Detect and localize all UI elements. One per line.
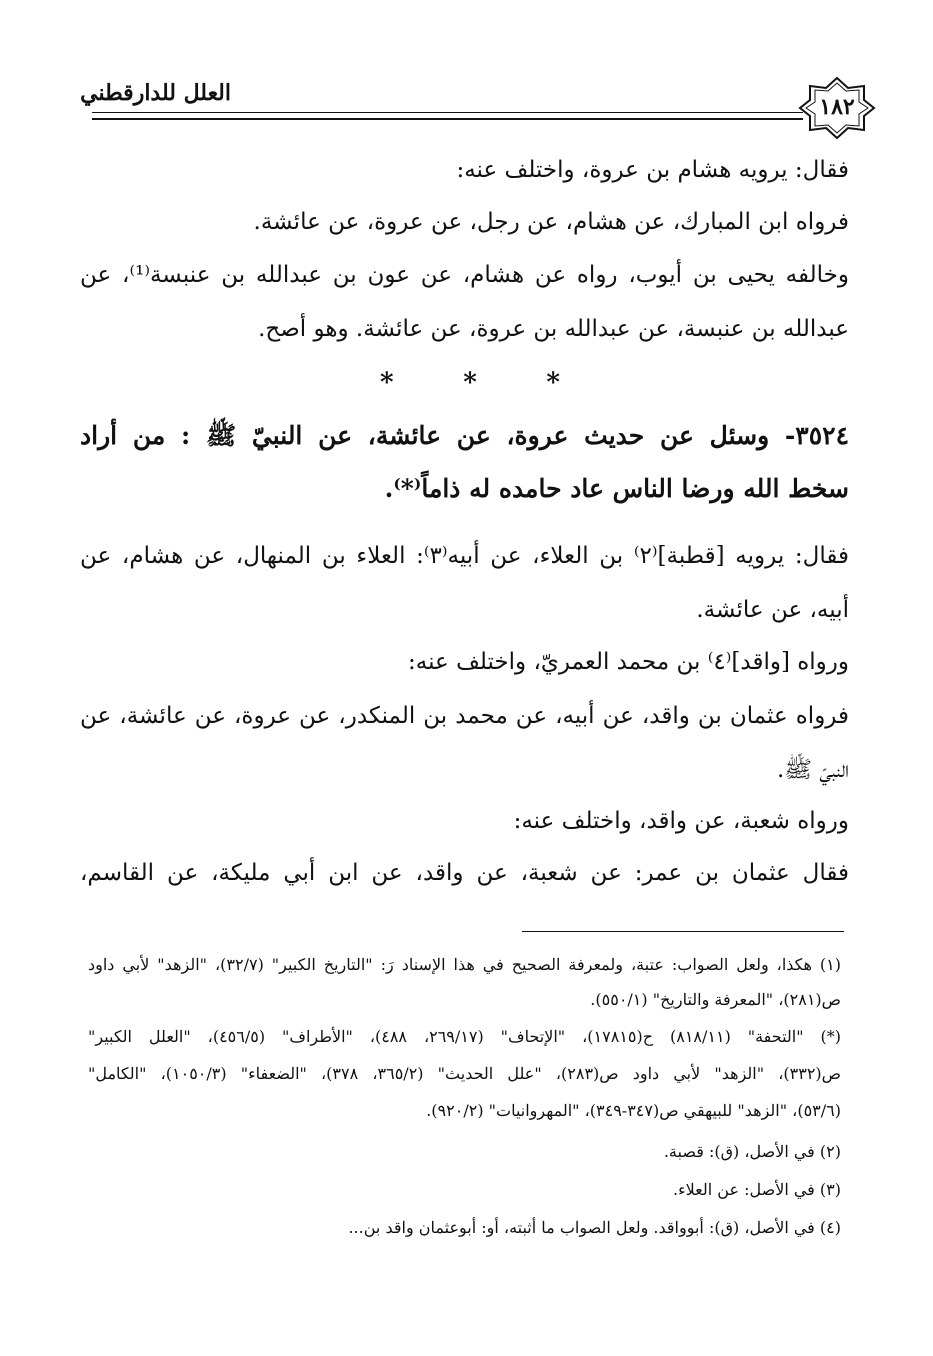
text-line: فقال: يرويه [قطبة]⁽٢⁾ بن العلاء، عن أبيه⁽٣⁾: العلاء بن المنهال، عن هشام، عن (80, 543, 849, 569)
separator-star: * (546, 368, 560, 398)
page-number-badge (798, 76, 876, 140)
text-line: عبدالله بن عنبسة، عن عبدالله بن عروة، عن عائشة. وهو أصح. (258, 316, 849, 342)
text-line: فرواه ابن المبارك، عن هشام، عن رجل، عن عروة، عن عائشة. (253, 209, 849, 235)
footnote-rule (522, 931, 844, 932)
footnote-line: (١) هكذا، ولعل الصواب: عتبة، ولمعرفة الصحيح في هذا الإسناد رَ: "التاريخ الكبير" (٣٢/٧)، "الزهد" لأبي داود (88, 955, 842, 974)
running-title: العلل للدارقطني (80, 80, 231, 106)
footnote-line: (٣) في الأصل: عن العلاء. (673, 1180, 841, 1199)
text-line: فقال عثمان بن عمر: عن شعبة، عن واقد، عن ابن أبي مليكة، عن القاسم، (80, 860, 849, 886)
section-separator (380, 368, 560, 398)
footnote-line: (٤) في الأصل، (ق): أبوواقد. ولعل الصواب ما أثبته، أو: أبوعثمان واقد بن... (348, 1218, 841, 1237)
header-rule (92, 112, 803, 113)
separator-star: * (380, 368, 394, 398)
text-line: فرواه عثمان بن واقد، عن أبيه، عن محمد بن المنكدر، عن عروة، عن عائشة، عن (80, 703, 849, 729)
text-line: فقال: يرويه هشام بن عروة، واختلف عنه: (456, 157, 849, 183)
text-line: ورواه [واقد]⁽٤⁾ بن محمد العمريّ، واختلف عنه: (408, 649, 849, 675)
text-line: وخالفه يحيى بن أيوب، رواه عن هشام، عن عون بن عبدالله بن عنبسة⁽¹⁾، عن (80, 262, 849, 288)
footnote-line: (٢) في الأصل، (ق): قصبة. (663, 1142, 841, 1161)
question-heading: ٣٥٢٤- وسئل عن حديث عروة، عن عائشة، عن النبيّ ﷺ : من أراد (80, 421, 849, 450)
separator-star: * (463, 368, 477, 398)
text-line: ورواه شعبة، عن واقد، واختلف عنه: (513, 808, 849, 834)
text-line: النبيّ ﷺ. (776, 757, 849, 783)
footnote-line: (*) "التحفة" (٨١٨/١١) ح(١٧٨١٥)، "الإتحاف" (٢٦٩/١٧، ٤٨٨)، "الأطراف" (٤٥٦/٥)، "العلل الكبير" (88, 1027, 842, 1046)
page-number: ١٨٢ (819, 94, 855, 120)
footnote-line: ص(٣٣٢)، "الزهد" لأبي داود ص(٢٨٣)، "علل الحديث" (٣٦٥/٢، ٣٧٨)، "الضعفاء" (١٠٥٠/٣)، "الكامل" (88, 1064, 842, 1083)
footnote-line: (٥٣/٦)، "الزهد" للبيهقي ص(٣٤٧-٣٤٩)، "المهروانيات" (٩٢٠/٢). (426, 1101, 841, 1120)
text-line: أبيه، عن عائشة. (696, 597, 849, 623)
header-rule-thick (92, 118, 803, 120)
question-heading-cont: سخط الله ورضا الناس عاد حامده له ذاماً⁽*⁾. (384, 474, 849, 503)
footnote-line: ص(٢٨١)، "المعرفة والتاريخ" (٥٥٠/١). (590, 990, 841, 1009)
